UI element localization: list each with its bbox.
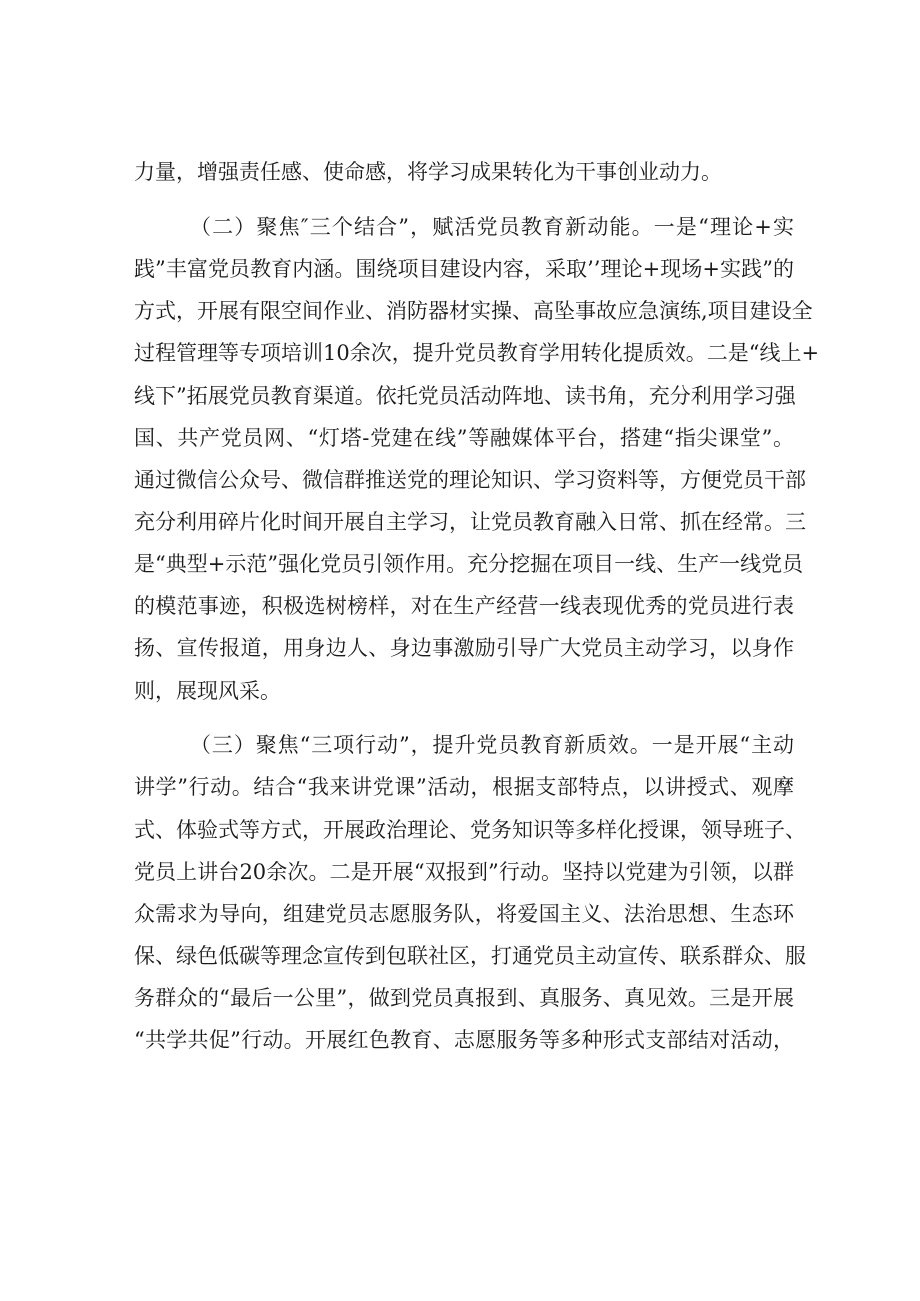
text-line-20: 务群众的“最后一公里”，做到党员真报到、真服务、真见效。三是开展 [134, 986, 794, 1010]
text-line-11: 的模范事迹，积极选树榜样，对在生产经营一线表现优秀的党员进行表 [134, 594, 794, 618]
text-line-10: 是“典型+示范”强化党员引领作用。充分挖掘在项目一线、生产一线党员 [134, 552, 804, 576]
text-line-2: （二）聚焦″三个结合”，赋活党员教育新动能。一是“理论+实 [190, 215, 794, 239]
text-line-14: （三）聚焦“三项行动”，提升党员教育新质效。一是开展“主动 [190, 733, 794, 757]
text-line-4: 方式，开展有限空间作业、消防器材实操、高坠事故应急演练,项目建设全 [134, 299, 813, 323]
text-line-13: 则，展现风采。 [134, 679, 281, 703]
text-line-19: 保、绿色低碳等理念宣传到包联社区，打通党员主动宣传、联系群众、服 [134, 944, 806, 968]
text-line-9: 充分利用碎片化时间开展自主学习，让党员教育融入日常、抓在经常。三 [134, 510, 806, 534]
text-line-15: 讲学”行动。结合“我来讲党课”活动，根据支部特点，以讲授式、观摩 [134, 775, 794, 799]
text-line-12: 扬、宣传报道，用身边人、身边事激励引导广大党员主动学习，以身作 [134, 636, 794, 660]
text-line-8: 通过微信公众号、微信群推送党的理论知识、学习资料等，方便党员干部 [134, 468, 806, 492]
text-line-1: 力量，增强责任感、使命感，将学习成果转化为干事创业动力。 [134, 160, 722, 184]
text-line-18: 众需求为导向，组建党员志愿服务队，将爱国主义、法治思想、生态环 [134, 902, 794, 926]
text-line-16: 式、体验式等方式，开展政治理论、党务知识等多样化授课，领导班子、 [134, 818, 806, 842]
text-line-7: 国、共产党员网、“灯塔-党建在线”等融媒体平台，搭建“指尖课堂”。 [134, 426, 794, 450]
text-line-6: 线下”拓展党员教育渠道。依托党员活动阵地、读书角，充分利用学习强 [134, 384, 796, 408]
text-line-21: “共学共促”行动。开展红色教育、志愿服务等多种形式支部结对活动， [134, 1028, 794, 1052]
text-line-17: 党员上讲台20余次。二是开展“双报到”行动。坚持以党建为引领，以群 [134, 860, 794, 884]
text-line-5: 过程管理等专项培训10余次，提升党员教育学用转化提质效。二是“线上+ [134, 341, 820, 365]
text-line-3: 践”丰富党员教育内涵。围绕项目建设内容，采取’’理论+现场+实践”的 [134, 257, 794, 281]
